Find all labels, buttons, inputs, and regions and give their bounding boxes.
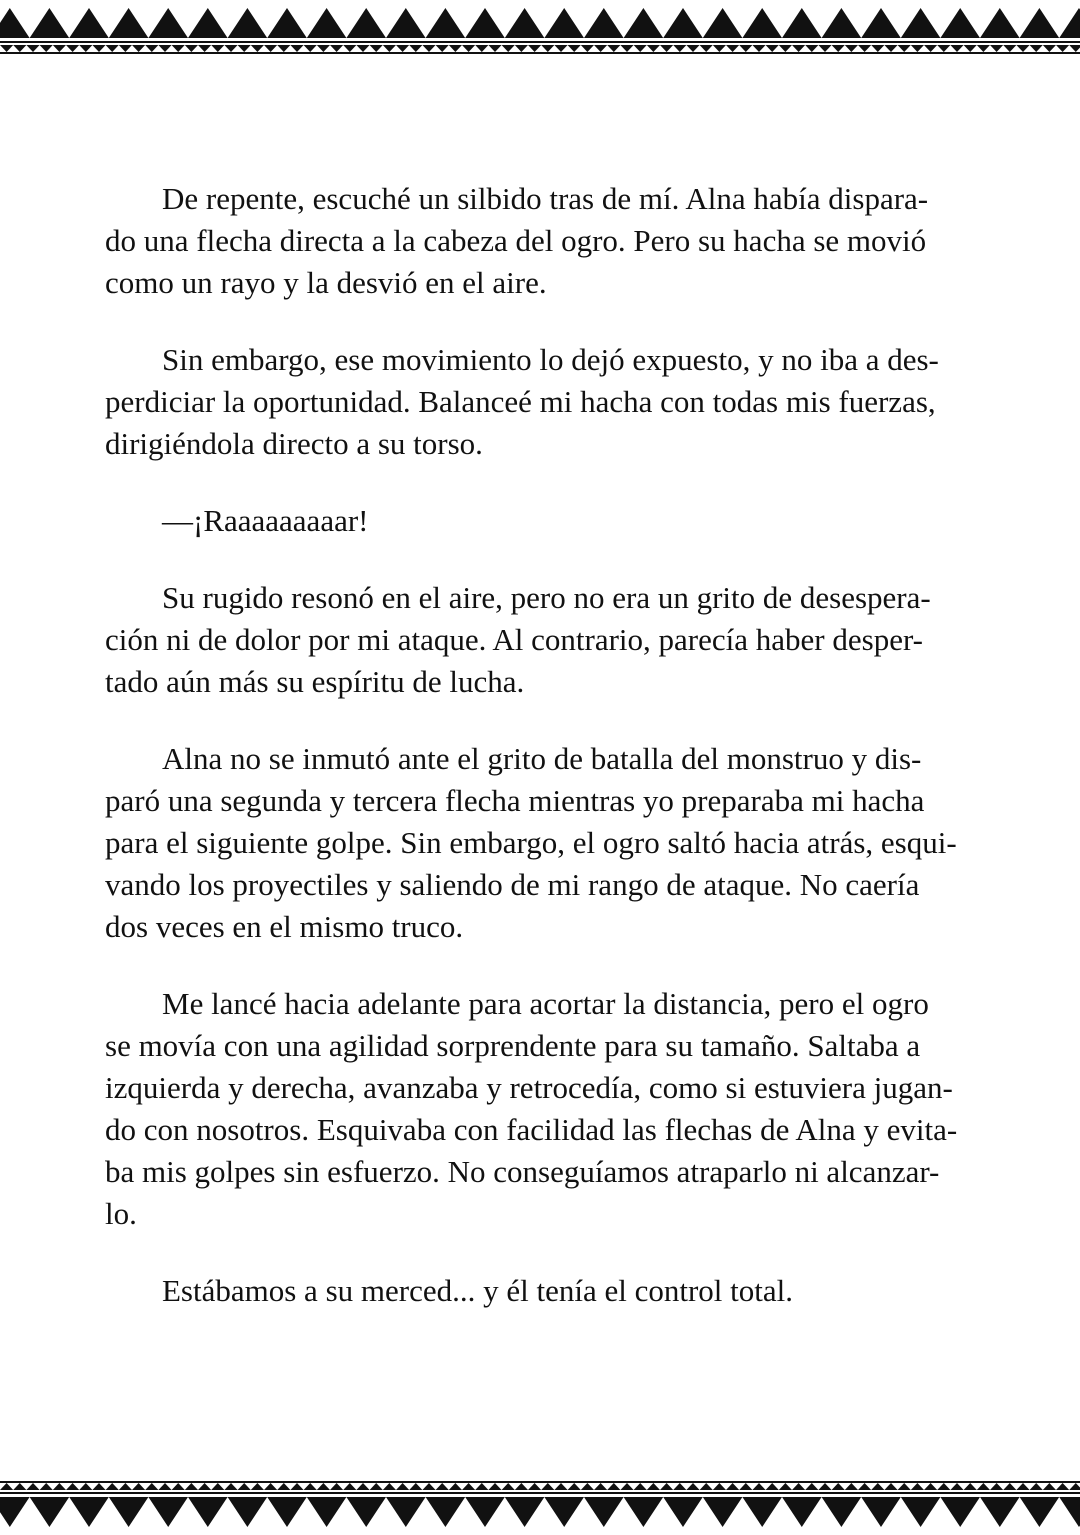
border-small-triangle	[53, 1483, 66, 1490]
border-triangle	[584, 1497, 624, 1527]
border-small-triangle	[554, 1483, 567, 1490]
border-small-triangle	[515, 1483, 528, 1490]
border-triangle	[69, 1497, 109, 1527]
border-triangle	[624, 1497, 664, 1527]
border-small-triangle	[66, 1483, 79, 1490]
border-triangle	[544, 8, 584, 38]
border-small-triangle	[977, 45, 990, 52]
border-triangle	[861, 1497, 901, 1527]
border-small-triangle	[304, 45, 317, 52]
border-small-triangle	[436, 45, 449, 52]
border-line	[0, 1492, 1080, 1494]
border-line	[0, 52, 1080, 54]
border-small-triangle	[1030, 45, 1043, 52]
border-small-triangle	[502, 45, 515, 52]
border-triangle	[346, 1497, 386, 1527]
border-small-triangle	[1056, 1483, 1069, 1490]
border-small-triangle	[317, 1483, 330, 1490]
border-small-triangle	[528, 45, 541, 52]
border-small-triangle	[264, 45, 277, 52]
border-small-triangle	[660, 45, 673, 52]
border-small-triangle	[409, 45, 422, 52]
border-triangle	[584, 8, 624, 38]
border-small-triangle	[845, 45, 858, 52]
border-triangle	[782, 1497, 822, 1527]
border-small-triangle	[594, 1483, 607, 1490]
border-line	[0, 1481, 1080, 1483]
border-triangle	[307, 8, 347, 38]
border-small-triangle	[1016, 45, 1029, 52]
border-small-triangle	[26, 45, 39, 52]
border-small-triangle	[700, 1483, 713, 1490]
border-small-triangle	[686, 45, 699, 52]
border-small-triangle	[1069, 45, 1080, 52]
border-small-triangle	[964, 1483, 977, 1490]
border-small-triangle	[330, 1483, 343, 1490]
border-small-triangle	[977, 1483, 990, 1490]
border-small-triangle	[0, 1483, 13, 1490]
paragraph-5: Alna no se inmutó ante el grito de batalla del monstruo y dis- paró una segunda y tercera flecha mientras yo preparaba mi hacha para el siguiente golpe. Sin embargo, el ogro saltó hacia atrás, esqui- vando los proyectiles y saliendo de mi rango de ataque. No caería dos veces en el mismo truco.	[105, 741, 957, 944]
border-small-triangle	[515, 45, 528, 52]
border-triangle	[742, 8, 782, 38]
border-small-triangle	[238, 45, 251, 52]
border-small-triangle	[475, 1483, 488, 1490]
border-small-triangle	[766, 45, 779, 52]
border-small-triangle	[647, 1483, 660, 1490]
border-small-triangle	[488, 45, 501, 52]
border-small-triangle	[370, 1483, 383, 1490]
border-small-triangle	[634, 1483, 647, 1490]
border-small-triangle	[383, 45, 396, 52]
border-triangle	[109, 1497, 149, 1527]
border-triangle	[267, 8, 307, 38]
border-small-triangle	[343, 45, 356, 52]
border-small-triangle	[53, 45, 66, 52]
border-small-triangle	[488, 1483, 501, 1490]
border-small-triangle	[198, 45, 211, 52]
border-triangle	[386, 8, 426, 38]
border-small-triangle	[1030, 1483, 1043, 1490]
border-small-triangle	[343, 1483, 356, 1490]
border-triangle	[505, 8, 545, 38]
border-small-triangle	[238, 1483, 251, 1490]
border-small-triangle	[158, 45, 171, 52]
border-small-triangle	[304, 1483, 317, 1490]
border-small-triangle	[172, 1483, 185, 1490]
border-small-triangle	[990, 1483, 1003, 1490]
border-small-triangle	[251, 1483, 264, 1490]
border-small-triangle	[449, 45, 462, 52]
border-small-triangle	[871, 1483, 884, 1490]
border-small-triangle	[898, 1483, 911, 1490]
border-small-triangle	[106, 1483, 119, 1490]
border-small-triangle	[937, 1483, 950, 1490]
border-small-triangle	[673, 1483, 686, 1490]
border-triangle	[228, 8, 268, 38]
paragraph-7: Estábamos a su merced... y él tenía el control total.	[162, 1273, 793, 1308]
border-triangle	[901, 1497, 941, 1527]
border-triangle	[703, 1497, 743, 1527]
border-small-triangle	[554, 45, 567, 52]
border-small-triangle	[277, 1483, 290, 1490]
border-small-triangle	[330, 45, 343, 52]
border-small-triangle	[620, 45, 633, 52]
border-small-triangle	[211, 45, 224, 52]
border-small-triangle	[818, 45, 831, 52]
border-triangle	[465, 1497, 505, 1527]
border-small-triangle	[832, 1483, 845, 1490]
border-triangle	[346, 8, 386, 38]
border-small-triangle	[911, 45, 924, 52]
border-small-triangle	[805, 1483, 818, 1490]
border-small-triangle	[528, 1483, 541, 1490]
border-triangle	[228, 1497, 268, 1527]
top-triangle-border	[0, 0, 1080, 60]
border-small-triangle	[686, 1483, 699, 1490]
border-small-triangle	[145, 1483, 158, 1490]
border-small-triangle	[422, 45, 435, 52]
border-small-triangle	[0, 45, 13, 52]
border-small-triangle	[1069, 1483, 1080, 1490]
border-line	[0, 41, 1080, 43]
border-triangle	[980, 1497, 1020, 1527]
border-triangle	[465, 8, 505, 38]
border-triangle	[148, 8, 188, 38]
border-small-triangle	[1016, 1483, 1029, 1490]
border-triangle	[267, 1497, 307, 1527]
border-small-triangle	[436, 1483, 449, 1490]
border-small-triangle	[79, 1483, 92, 1490]
border-small-triangle	[726, 45, 739, 52]
border-triangle	[426, 1497, 466, 1527]
border-triangle	[69, 8, 109, 38]
border-triangle	[822, 8, 862, 38]
border-small-triangle	[871, 45, 884, 52]
border-small-triangle	[158, 1483, 171, 1490]
border-triangle	[544, 1497, 584, 1527]
border-small-triangle	[290, 45, 303, 52]
border-small-triangle	[541, 45, 554, 52]
border-triangle	[1020, 1497, 1060, 1527]
border-small-triangle	[92, 1483, 105, 1490]
border-small-triangle	[66, 45, 79, 52]
border-small-triangle	[185, 45, 198, 52]
border-small-triangle	[13, 1483, 26, 1490]
border-small-triangle	[1043, 45, 1056, 52]
border-small-triangle	[792, 1483, 805, 1490]
border-triangle	[109, 8, 149, 38]
border-small-triangle	[660, 1483, 673, 1490]
border-small-triangle	[594, 45, 607, 52]
border-triangle	[148, 1497, 188, 1527]
border-small-triangle	[779, 45, 792, 52]
border-small-triangle	[713, 45, 726, 52]
border-small-triangle	[317, 45, 330, 52]
border-triangle	[426, 8, 466, 38]
border-small-triangle	[898, 45, 911, 52]
border-triangle	[940, 1497, 980, 1527]
border-small-triangle	[766, 1483, 779, 1490]
border-triangle	[30, 8, 70, 38]
border-small-triangle	[858, 1483, 871, 1490]
border-small-triangle	[13, 45, 26, 52]
border-small-triangle	[713, 1483, 726, 1490]
border-small-triangle	[568, 45, 581, 52]
border-small-triangle	[607, 45, 620, 52]
border-triangle	[940, 8, 980, 38]
border-small-triangle	[739, 1483, 752, 1490]
border-triangle	[980, 8, 1020, 38]
border-small-triangle	[119, 45, 132, 52]
border-triangle	[624, 8, 664, 38]
border-small-triangle	[145, 45, 158, 52]
border-small-triangle	[964, 45, 977, 52]
border-small-triangle	[726, 1483, 739, 1490]
border-small-triangle	[449, 1483, 462, 1490]
border-triangle	[0, 1497, 30, 1527]
border-small-triangle	[845, 1483, 858, 1490]
border-small-triangle	[673, 45, 686, 52]
border-small-triangle	[1056, 45, 1069, 52]
border-small-triangle	[911, 1483, 924, 1490]
border-small-triangle	[92, 45, 105, 52]
border-small-triangle	[290, 1483, 303, 1490]
border-small-triangle	[568, 1483, 581, 1490]
border-small-triangle	[858, 45, 871, 52]
border-small-triangle	[172, 45, 185, 52]
border-triangle	[703, 8, 743, 38]
border-triangle	[1059, 1497, 1080, 1527]
border-triangle	[188, 1497, 228, 1527]
border-small-triangle	[924, 45, 937, 52]
border-small-triangle	[106, 45, 119, 52]
border-small-triangle	[79, 45, 92, 52]
border-small-triangle	[502, 1483, 515, 1490]
border-triangle	[1020, 8, 1060, 38]
border-small-triangle	[792, 45, 805, 52]
border-small-triangle	[356, 45, 369, 52]
border-triangle	[822, 1497, 862, 1527]
border-triangle	[0, 8, 30, 38]
border-small-triangle	[475, 45, 488, 52]
border-small-triangle	[224, 1483, 237, 1490]
border-small-triangle	[251, 45, 264, 52]
border-small-triangle	[132, 1483, 145, 1490]
bottom-triangle-border	[0, 1475, 1080, 1535]
border-small-triangle	[581, 1483, 594, 1490]
border-triangle	[901, 8, 941, 38]
border-small-triangle	[422, 1483, 435, 1490]
border-small-triangle	[647, 45, 660, 52]
border-small-triangle	[383, 1483, 396, 1490]
border-triangle	[782, 8, 822, 38]
border-triangle	[307, 1497, 347, 1527]
paragraph-1: De repente, escuché un silbido tras de mí. Alna había dispara- do una flecha directa a la cabeza del ogro. Pero su hacha se movió como un rayo y la desvió en el aire.	[105, 181, 929, 300]
paragraph-6: Me lancé hacia adelante para acortar la distancia, pero el ogro se movía con una agilidad sorprendente para su tamaño. Saltaba a izquierda y derecha, avanzaba y retrocedía, como si estuviera jugan- do con nosotros. Esquivaba con facilidad las flechas de Alna y evita- ba mis golpes sin esfuerzo. No conseguíamos atraparlo ni alcanzar- lo.	[105, 986, 958, 1231]
border-small-triangle	[634, 45, 647, 52]
border-small-triangle	[700, 45, 713, 52]
border-triangle	[188, 8, 228, 38]
border-small-triangle	[277, 45, 290, 52]
border-small-triangle	[752, 45, 765, 52]
border-small-triangle	[990, 45, 1003, 52]
border-small-triangle	[832, 45, 845, 52]
border-triangle	[861, 8, 901, 38]
border-small-triangle	[26, 1483, 39, 1490]
border-small-triangle	[581, 45, 594, 52]
border-triangle	[505, 1497, 545, 1527]
border-small-triangle	[1003, 1483, 1016, 1490]
border-small-triangle	[818, 1483, 831, 1490]
border-small-triangle	[884, 1483, 897, 1490]
border-small-triangle	[370, 45, 383, 52]
page-body	[105, 178, 975, 1347]
border-small-triangle	[607, 1483, 620, 1490]
border-small-triangle	[198, 1483, 211, 1490]
border-small-triangle	[119, 1483, 132, 1490]
border-small-triangle	[40, 1483, 53, 1490]
border-triangle	[663, 8, 703, 38]
border-small-triangle	[739, 45, 752, 52]
border-small-triangle	[396, 45, 409, 52]
border-triangle	[742, 1497, 782, 1527]
border-small-triangle	[211, 1483, 224, 1490]
border-small-triangle	[264, 1483, 277, 1490]
paragraph-3: —¡Raaaaaaaaar!	[162, 503, 369, 538]
border-small-triangle	[1003, 45, 1016, 52]
paragraph-2: Sin embargo, ese movimiento lo dejó expuesto, y no iba a des- perdiciar la oportunidad. Balanceé mi hacha con todas mis fuerzas, dirigiéndola directo a su torso.	[105, 342, 939, 461]
border-triangle	[386, 1497, 426, 1527]
border-small-triangle	[462, 1483, 475, 1490]
border-small-triangle	[132, 45, 145, 52]
border-small-triangle	[937, 45, 950, 52]
border-small-triangle	[356, 1483, 369, 1490]
border-triangle	[663, 1497, 703, 1527]
border-small-triangle	[779, 1483, 792, 1490]
border-small-triangle	[752, 1483, 765, 1490]
border-small-triangle	[396, 1483, 409, 1490]
border-small-triangle	[185, 1483, 198, 1490]
border-small-triangle	[924, 1483, 937, 1490]
border-small-triangle	[224, 45, 237, 52]
border-small-triangle	[541, 1483, 554, 1490]
border-triangle	[30, 1497, 70, 1527]
border-small-triangle	[620, 1483, 633, 1490]
border-small-triangle	[409, 1483, 422, 1490]
border-small-triangle	[950, 1483, 963, 1490]
paragraph-4: Su rugido resonó en el aire, pero no era un grito de desespera- ción ni de dolor por mi ataque. Al contrario, parecía haber desper- tado aún más su espíritu de lucha.	[105, 580, 931, 699]
border-small-triangle	[805, 45, 818, 52]
border-small-triangle	[40, 45, 53, 52]
border-small-triangle	[884, 45, 897, 52]
border-small-triangle	[462, 45, 475, 52]
border-small-triangle	[1043, 1483, 1056, 1490]
border-small-triangle	[950, 45, 963, 52]
border-triangle	[1059, 8, 1080, 38]
